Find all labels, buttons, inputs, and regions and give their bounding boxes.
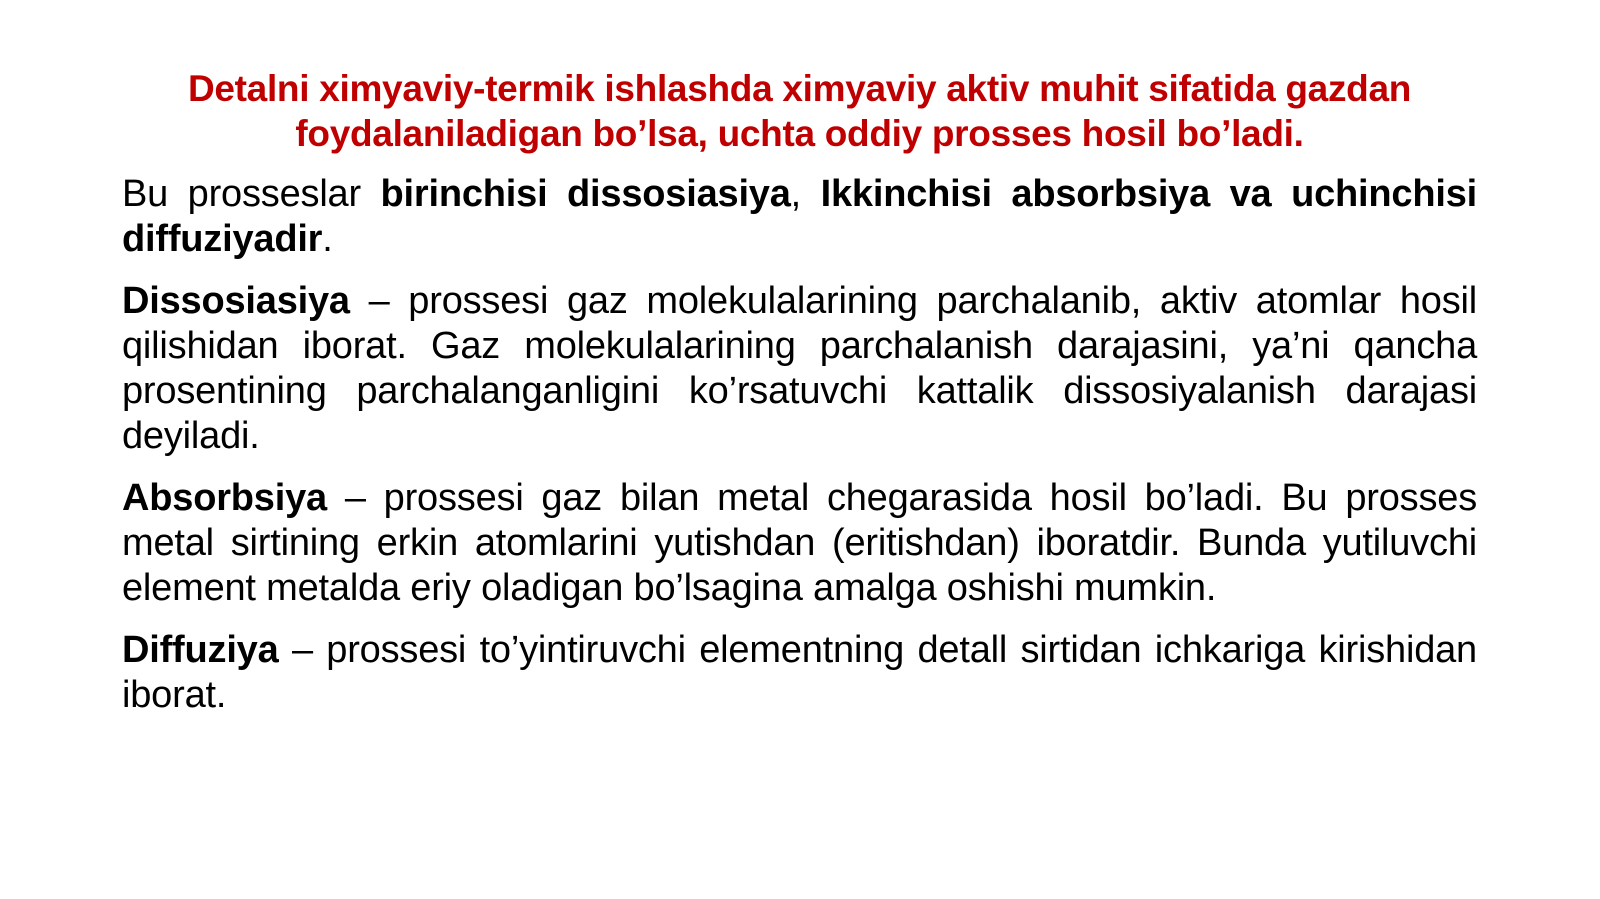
diffusion-paragraph (122, 628, 1477, 718)
absorption-term: Absorbsiya (122, 477, 327, 519)
slide-content (122, 66, 1477, 735)
absorption-text: – prossesi gaz bilan metal chegarasida hosil bo’ladi. Bu prosses metal sirtining erkin atomlarini yutishdan (eritishdan) iboratdir. Bunda yutiluvchi element metalda eriy oladigan bo’lsagina amalga oshishi mumkin. (122, 477, 1477, 609)
dissociation-term: Dissosiasiya (122, 280, 350, 322)
dissociation-paragraph (122, 279, 1477, 459)
intro-prefix: Bu prosseslar (122, 173, 381, 215)
intro-comma: , (790, 173, 821, 215)
slide-title: Detalni ximyaviy-termik ishlashda ximyaviy aktiv muhit sifatida gazdan foydalaniladigan bo’lsa, uchta oddiy prosses hosil bo’ladi. (187, 68, 1412, 154)
diffusion-term: Diffuziya (122, 629, 279, 671)
absorption-paragraph (122, 476, 1477, 611)
intro-other-processes: Ikkinchisi absorbsiya va uchinchisi diffuziyadir (122, 173, 1477, 260)
intro-first-process: birinchisi dissosiasiya (380, 173, 791, 215)
diffusion-text: – prossesi to’yintiruvchi elementning detall sirtidan ichkariga kirishidan iborat. (122, 629, 1477, 716)
intro-end: . (322, 218, 333, 260)
dissociation-text: – prossesi gaz molekulalarining parchalanib, aktiv atomlar hosil qilishidan iborat. Gaz molekulalarining parchalanish darajasini, ya’ni qancha prosentining parchalanganligini ko’rsatuvchi kattalik dissosiyalanish darajasi deyiladi. (122, 280, 1477, 457)
intro-paragraph (122, 172, 1477, 262)
